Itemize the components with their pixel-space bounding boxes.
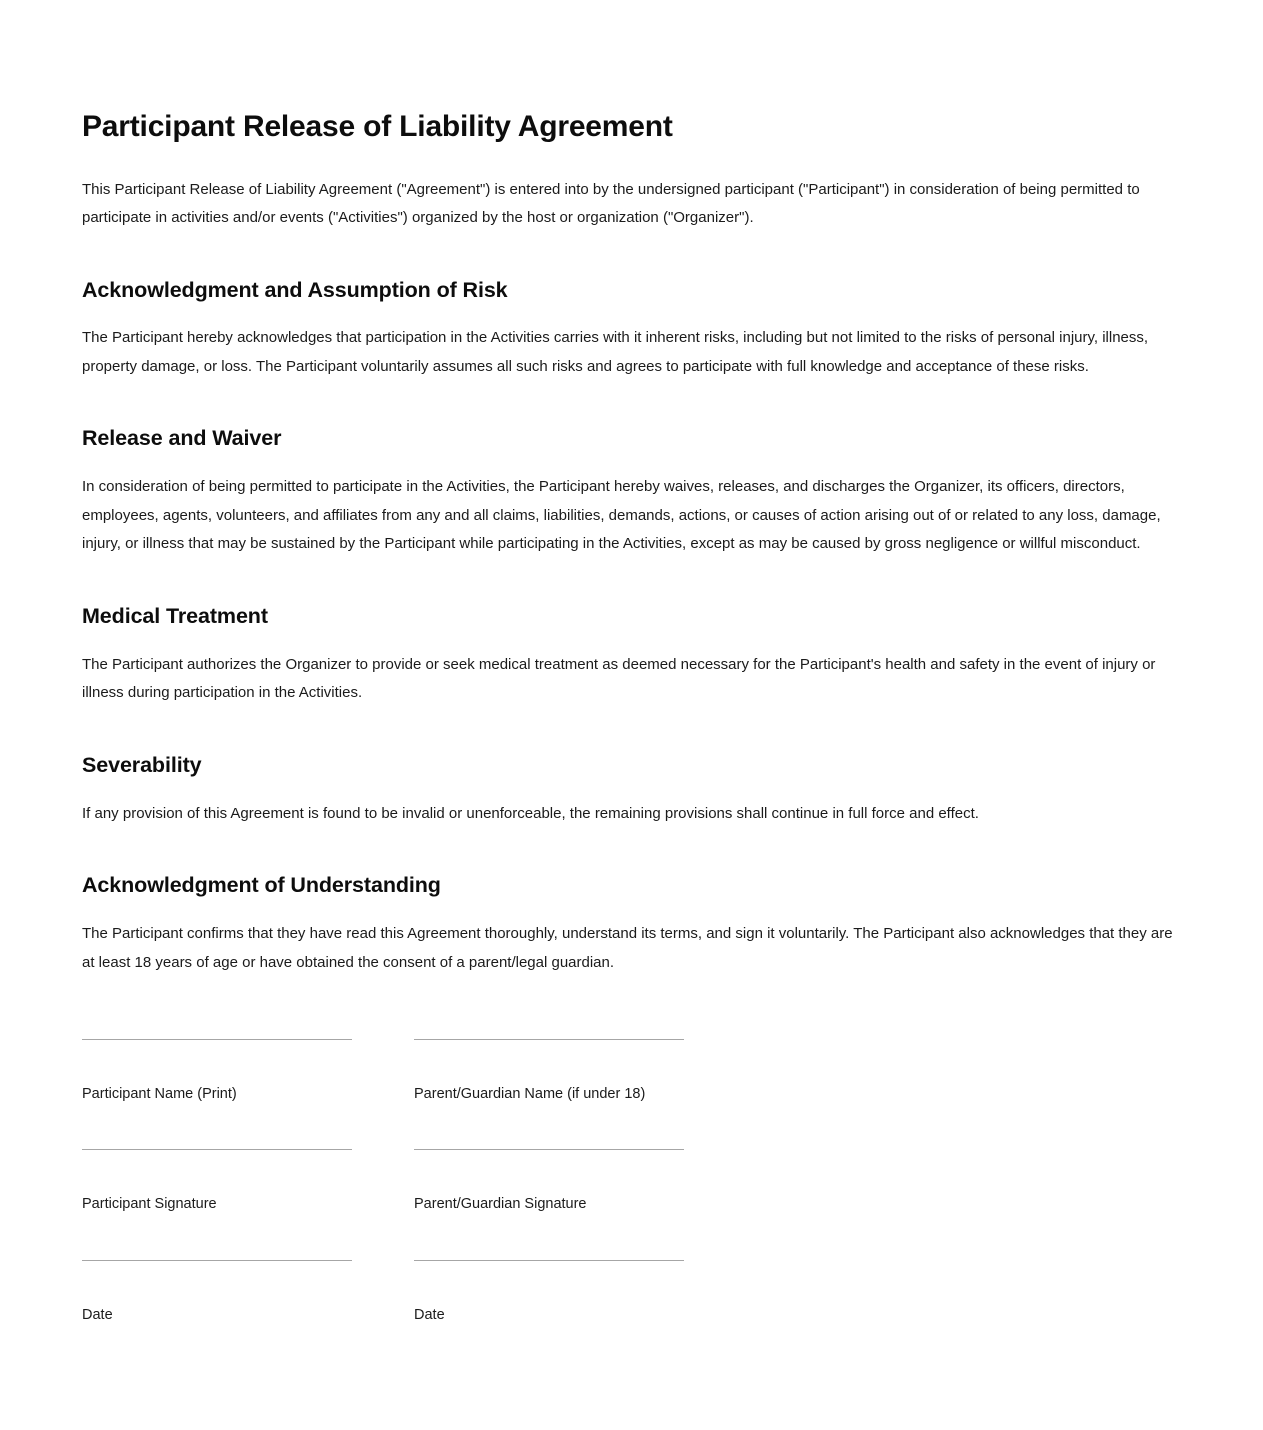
signature-row-name	[82, 1039, 1183, 1149]
signature-field-guardian-name[interactable]	[414, 1039, 684, 1149]
section-body-severability: If any provision of this Agreement is found to be invalid or unenforceable, the remaining provisions shall continue in full force and effect.	[82, 804, 979, 822]
intro-paragraph: This Participant Release of Liability Agreement ("Agreement") is entered into by the undersigned participant ("Participant") in consideration of being permitted to participate in activities and/or events ("Activities") organized by the host or organization ("Organizer").	[82, 180, 1140, 226]
signature-row-signature	[82, 1149, 1183, 1259]
section-body-acknowledgment-understanding: The Participant confirms that they have read this Agreement thoroughly, understand its terms, and sign it voluntarily. The Participant also acknowledges that they are at least 18 years of age or have obtained the consent of a parent/legal guardian.	[82, 925, 1173, 971]
section-body-acknowledgment-risk: The Participant hereby acknowledges that participation in the Activities carries with it inherent risks, including but not limited to the risks of personal injury, illness, property damage, or loss. The Participant voluntarily assumes all such risks and agrees to participate with full knowledge and acceptance of these risks.	[82, 329, 1149, 375]
signature-field-guardian-date[interactable]	[414, 1260, 684, 1370]
section-heading-acknowledgment-risk: Acknowledgment and Assumption of Risk	[82, 277, 508, 302]
signature-label-participant-signature: Participant Signature	[82, 1196, 217, 1213]
signature-label-participant-date: Date	[82, 1306, 113, 1323]
signature-field-participant-name[interactable]	[82, 1039, 352, 1149]
page-title: Participant Release of Liability Agreement	[82, 110, 673, 143]
section-heading-medical-treatment: Medical Treatment	[82, 603, 268, 628]
section-body-medical-treatment: The Participant authorizes the Organizer to provide or seek medical treatment as deemed necessary for the Participant's health and safety in the event of injury or illness during participation in the Activities.	[82, 655, 1156, 702]
signature-label-guardian-date: Date	[414, 1306, 445, 1323]
signature-field-guardian-signature[interactable]	[414, 1149, 684, 1259]
signature-row-date	[82, 1260, 1183, 1370]
signature-field-participant-signature[interactable]	[82, 1149, 352, 1259]
signature-block	[82, 1039, 1183, 1370]
section-heading-acknowledgment-understanding: Acknowledgment of Understanding	[82, 873, 441, 898]
signature-label-guardian-signature: Parent/Guardian Signature	[414, 1196, 587, 1213]
signature-field-participant-date[interactable]	[82, 1260, 352, 1370]
section-heading-severability: Severability	[82, 752, 202, 777]
section-body-release-waiver: In consideration of being permitted to participate in the Activities, the Participant hereby waives, releases, and discharges the Organizer, its officers, directors, employees, agents, volunteers, and affiliates from any and all claims, liabilities, demands, actions, or causes of action arising out of or related to any loss, damage, injury, or illness that may be sustained by the Participant while participating in the Activities, except as may be caused by gross negligence or willful misconduct.	[82, 478, 1161, 553]
section-heading-release-waiver: Release and Waiver	[82, 426, 282, 451]
signature-label-guardian-name: Parent/Guardian Name (if under 18)	[414, 1086, 646, 1103]
signature-label-participant-name: Participant Name (Print)	[82, 1086, 237, 1103]
